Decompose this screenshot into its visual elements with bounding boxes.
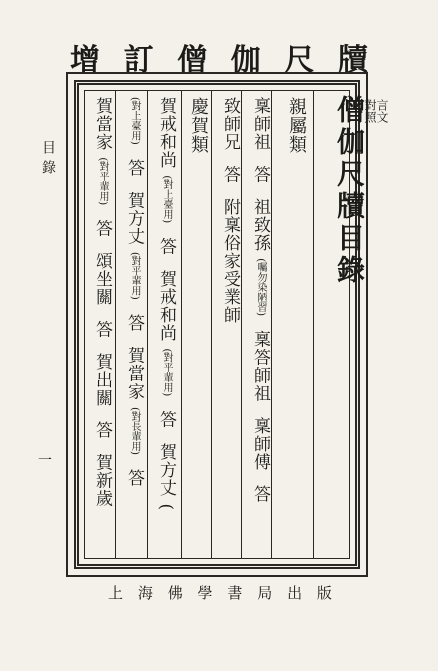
ornamental-border — [66, 72, 389, 577]
entry: 稟答師祖 — [250, 330, 270, 403]
page-title — [70, 40, 370, 78]
entry: 附稟俗家受業師 — [220, 197, 240, 324]
publisher-char: 出 — [287, 584, 303, 602]
entry: 賀新歲 — [92, 453, 112, 508]
publisher-char: 佛 — [167, 584, 183, 602]
title-char: 訂 — [123, 43, 156, 78]
publisher-char: 上 — [108, 584, 124, 602]
publisher-char: 局 — [257, 584, 273, 602]
entry-note: (對上臺用) — [129, 97, 140, 145]
column-divider — [241, 91, 242, 558]
title-char: 伽 — [230, 43, 263, 78]
title-char: 僧 — [177, 43, 210, 78]
entry: 賀方丈 — [124, 191, 144, 246]
title-char: 尺 — [284, 43, 317, 78]
column-divider — [271, 91, 272, 558]
title-char: 增 — [70, 43, 102, 78]
entry: 答 — [124, 159, 144, 178]
entry: 答 — [220, 165, 240, 184]
column-divider — [313, 91, 314, 558]
entry: 答 — [156, 410, 176, 429]
entry-note: (對上臺用) — [161, 175, 172, 224]
category-heading: 親屬類 — [286, 97, 307, 154]
entry: 賀出關 — [92, 352, 112, 407]
entry: 答 — [92, 421, 112, 440]
entry: ( — [156, 503, 176, 512]
contents-column — [123, 97, 145, 487]
entry-note: (對平輩用) — [97, 157, 108, 206]
contents-table — [84, 90, 389, 559]
publisher-char: 學 — [197, 584, 213, 602]
entry-note: (對平輩用) — [161, 348, 172, 397]
column-divider — [115, 91, 116, 558]
contents-column — [91, 97, 113, 508]
entry: 賀方丈 — [156, 443, 176, 498]
contents-column — [155, 97, 177, 511]
entry: 頌坐關 — [92, 252, 112, 307]
entry: 答 — [156, 237, 176, 256]
entry: 稟師傅 — [250, 416, 270, 471]
page-number: 一 — [38, 453, 52, 469]
column-divider — [181, 91, 182, 558]
entry-note: (對長輩用) — [129, 407, 140, 455]
entry: 賀戒和尚 — [156, 97, 176, 169]
entry: 賀戒和尚 — [156, 270, 176, 343]
publisher-line — [108, 582, 332, 603]
entry: 答 — [92, 320, 112, 339]
entry: 答 — [92, 219, 112, 238]
entry-note: (對平輩用) — [129, 252, 140, 300]
column-divider — [211, 91, 212, 558]
side-label: 目錄 — [40, 140, 56, 180]
entry: 答 — [124, 314, 144, 333]
category-heading: 慶賀類 — [188, 97, 209, 154]
publisher-char: 版 — [316, 584, 332, 602]
contents-column — [219, 97, 241, 324]
entry: 致師兄 — [220, 97, 240, 151]
entry: 答 — [124, 469, 144, 488]
title-annotation: 言文 對照 — [363, 99, 389, 123]
entry: 答 — [250, 165, 270, 184]
entry: 賀當家 — [92, 97, 112, 151]
column-divider — [147, 91, 148, 558]
title-char: 牘 — [337, 43, 370, 78]
entry-note: (囑勿染陋習) — [255, 258, 266, 317]
publisher-char: 書 — [227, 584, 243, 602]
entry: 答 — [250, 485, 270, 504]
entry: 賀當家 — [124, 346, 144, 401]
book-title: 僧伽尺牘目錄 — [333, 95, 366, 287]
contents-column — [249, 97, 271, 503]
publisher-char: 海 — [137, 584, 153, 602]
entry: 祖致孫 — [250, 197, 270, 252]
entry: 稟師祖 — [250, 97, 270, 151]
